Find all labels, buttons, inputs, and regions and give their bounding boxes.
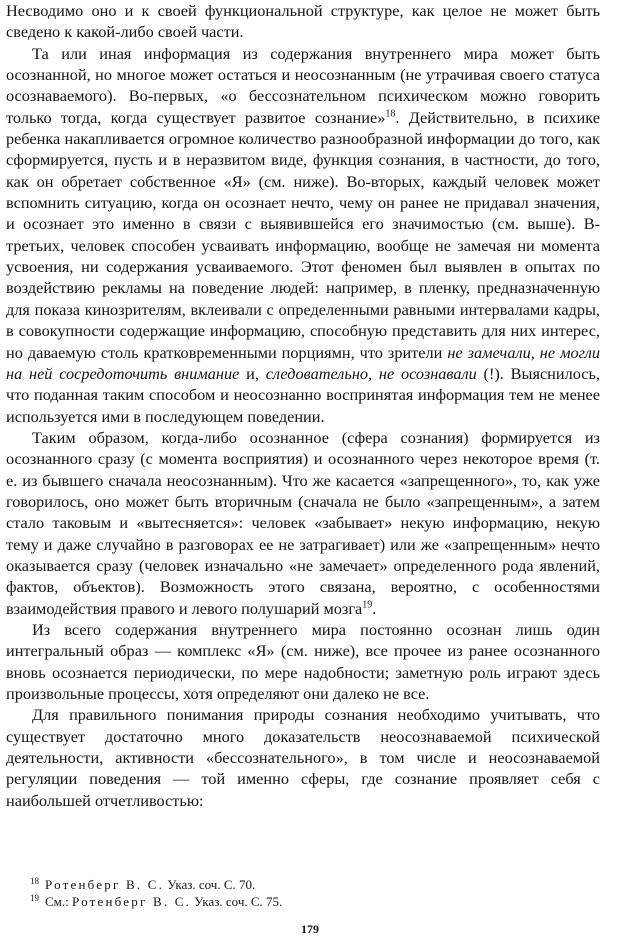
page-body — [6, 0, 600, 811]
paragraph-nature-of-consciousness — [6, 704, 600, 811]
paragraph-text: Несводимо оно и к своей функциональной структуре, как целое не может быть сведено к какой-либо своей части. — [6, 1, 600, 42]
footnote-ref-19: 19 — [362, 599, 373, 611]
paragraph-text: . Действительно, в психике ребенка накапливается огромное количество разнообразной информации до того, как сформируется, пусть и в неразвитом виде, функция сознания, в частности, до того, как он обретает собственное «Я» (см. ниже). Во-вторых, каждый человек может вспомнить ситуацию, когда он осознает нечто, чему он ранее не придавал значения, и осознает это именно в связи с выявившейся его значимостью (см. выше). В-третьих, человек способен усваивать информацию, вообще не замечая ни момента усвоения, ни содержания усваиваемого. Этот феномен был выявлен в опытах по воздействию рекламы на поведение людей: например, в пленку, предназначенную для показа кинозрителям, вклеивали с определенными равными интервалами кадры, в совокупности содержащие информацию, способную представить для них интерес, но даваемую столь кратковременными порциямн, что зрители — [6, 107, 600, 362]
footnote-number: 18 — [30, 875, 39, 886]
footnote-text: Указ. соч. С. 75. — [191, 894, 283, 909]
footnote-author: Ротенберг В. С. — [45, 877, 165, 892]
paragraph-text: Из всего содержания внутреннего мира постоянно осознан лишь один интегральный образ — комплекс «Я» (см. ниже), все прочее из ранее осознанного вновь осознается периодически, по мере надобности; заметную роль играют здесь произвольные процессы, хотя определяют они далеко не все. — [6, 619, 600, 703]
footnotes — [30, 876, 590, 910]
footnote-19 — [30, 893, 590, 910]
page-number: 179 — [301, 922, 319, 936]
paragraph-text: . — [372, 598, 377, 618]
footnote-ref-18: 18 — [385, 108, 396, 120]
paragraph-text: Та или иная информация из содержания внутреннего мира может быть осознанной, но многое может остаться и неосознанным (не утрачивая своего статуса осознаваемого). Во-первых, «о бессознательном психическом можно говорить только тогда, когда существует развитое сознание» — [6, 43, 600, 127]
footnote-number: 19 — [30, 892, 39, 903]
paragraph-information — [6, 43, 600, 427]
footnote-prefix: См.: — [45, 894, 73, 909]
paragraph-text: Для правильного понимания природы сознания необходимо учитывать, что существует достаточно много доказательств неосознаваемой психической деятельности, активности «бессознательного», в том числе и неосознаваемой регуляции поведения — той именно сферы, где сознание проявляет себя с наибольшей отчетливостью: — [6, 705, 600, 810]
paragraph-text: и, — [239, 363, 266, 383]
main-text — [6, 0, 600, 811]
italic-phrase: не замечали, не могли на ней сосредоточить внимание — [6, 342, 600, 383]
paragraph-continuation — [6, 0, 600, 43]
paragraph-conscious-sphere — [6, 427, 600, 619]
paragraph-text: Таким образом, когда-либо осознанное (сфера сознания) формируется из осознанного сразу (с момента восприятия) и осознанного через некоторое время (т. е. из бывшего сначала неосознанным). Что же касается «запрещенного», то, как уже говорилось, оно может быть вторичным (сначала не было «запрещенным», а затем стало таковым и «вытесняется»: человек «забывает» некую информацию, некую тему и даже случайно в разговорах ее не затрагивает) или же «запрещенным» нечто оказывается сразу (человек изначально «не замечает» определенного рода явлений, фактов, объектов). Возможность этого связана, вероятно, с особенностями взаимодействия правого и левого полушарий мозга — [6, 427, 600, 618]
paragraph-text: (!). Выяснилось, что поданная таким способом и неосознанно воспринятая информация тем не менее используется ими в последующем поведении. — [6, 363, 600, 426]
footnote-text: Указ. соч. С. 70. — [164, 877, 256, 892]
paragraph-integral-image — [6, 619, 600, 704]
footnote-author: Ротенберг В. С. — [72, 894, 192, 909]
italic-phrase: следовательно, не осознавали — [265, 363, 477, 383]
footnote-18 — [30, 876, 590, 893]
